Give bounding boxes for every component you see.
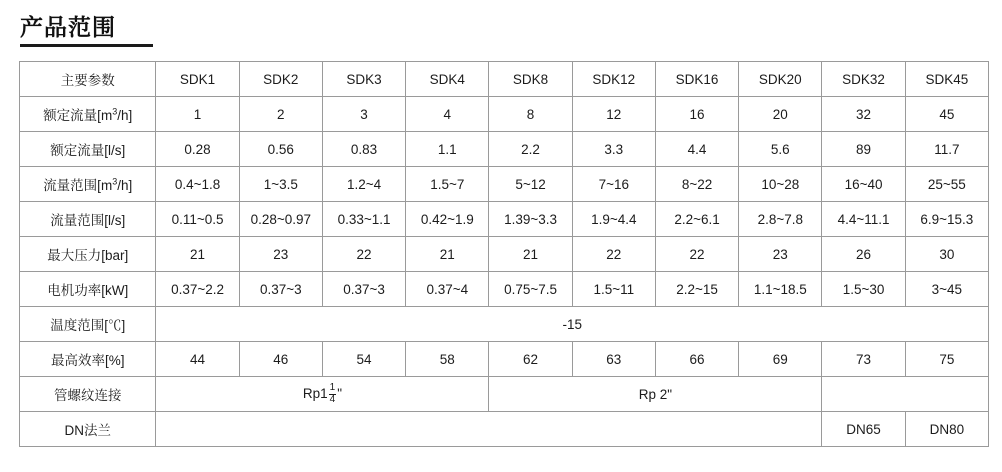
row-label-text-suffix: /h] [117,108,133,123]
cell-value: 2.8~7.8 [739,202,822,237]
cell-value: 0.28 [156,132,239,167]
table-row [20,167,989,202]
row-label-rated-flow-ls: 额定流量[l/s] [20,132,156,167]
table-header-label: 主要参数 [20,62,156,97]
cell-value: 5~12 [489,167,572,202]
cell-value: 23 [739,237,822,272]
table-row [20,237,989,272]
cell-value: 22 [322,237,405,272]
cell-value: 44 [156,342,239,377]
table-row [20,132,989,167]
cell-value: 1 [156,97,239,132]
cell-value: 12 [572,97,655,132]
cell-value: 1.9~4.4 [572,202,655,237]
thread-text-suffix: " [667,386,673,402]
thread-text-prefix: Rp1 [302,386,328,401]
column-header-sdk45: SDK45 [905,62,988,97]
row-label-max-efficiency: 最高效率[%] [20,342,156,377]
cell-value: 10~28 [739,167,822,202]
column-header-sdk32: SDK32 [822,62,905,97]
column-header-sdk20: SDK20 [739,62,822,97]
cell-value: 5.6 [739,132,822,167]
table-row-thread-connection [20,377,989,412]
cell-value: 0.75~7.5 [489,272,572,307]
row-label-text: 额定流量[m [43,108,113,123]
row-label-flow-range-m3h [20,167,156,202]
column-header-sdk8: SDK8 [489,62,572,97]
row-label-temperature-range: 温度范围[℃] [20,307,156,342]
cell-thread-rp2 [489,377,822,412]
cell-value: 0.28~0.97 [239,202,322,237]
cell-value: 0.37~3 [239,272,322,307]
cell-value: 30 [905,237,988,272]
page-title: 产品范围 [20,14,116,40]
cell-value: 3 [322,97,405,132]
cell-value: 73 [822,342,905,377]
column-header-sdk3: SDK3 [322,62,405,97]
cell-value: 3.3 [572,132,655,167]
cell-value: 21 [406,237,489,272]
title-underline [20,44,153,47]
cell-value: 8~22 [655,167,738,202]
cell-value: 0.42~1.9 [406,202,489,237]
cell-value: 2.2~15 [655,272,738,307]
cell-value: 25~55 [905,167,988,202]
cell-value: 58 [406,342,489,377]
table-header-row [20,62,989,97]
cell-value: 1.5~7 [406,167,489,202]
row-label-text-suffix: /h] [117,178,133,193]
row-label-superscript: 3 [112,176,118,187]
cell-value-merged-temperature: -15 [156,307,989,342]
cell-value: 22 [572,237,655,272]
cell-value: 0.37~3 [322,272,405,307]
cell-value: 75 [905,342,988,377]
fraction-one-quarter [329,383,337,405]
cell-value: 66 [655,342,738,377]
cell-value: 0.33~1.1 [322,202,405,237]
cell-value: 1.1 [406,132,489,167]
cell-value: 45 [905,97,988,132]
cell-value: 63 [572,342,655,377]
cell-value: 0.37~2.2 [156,272,239,307]
row-label-thread-connection: 管螺纹连接 [20,377,156,412]
row-label-rated-flow-m3h [20,97,156,132]
row-label-superscript: 3 [112,106,118,117]
column-header-sdk4: SDK4 [406,62,489,97]
cell-value: 54 [322,342,405,377]
cell-value-dn65: DN65 [822,412,905,447]
cell-value: 3~45 [905,272,988,307]
cell-value: 4 [406,97,489,132]
cell-value: 0.56 [239,132,322,167]
table-row [20,272,989,307]
thread-text-suffix: " [337,386,342,401]
column-header-sdk12: SDK12 [572,62,655,97]
cell-value: 0.83 [322,132,405,167]
cell-value: 16 [655,97,738,132]
thread-text-prefix: Rp 2 [638,386,668,402]
cell-value: 1.5~11 [572,272,655,307]
cell-value: 22 [655,237,738,272]
cell-value: 1.5~30 [822,272,905,307]
column-header-sdk16: SDK16 [655,62,738,97]
row-label-text: 流量范围[m [43,178,113,193]
cell-value-dn80: DN80 [905,412,988,447]
row-label-motor-power: 电机功率[kW] [20,272,156,307]
cell-value: 23 [239,237,322,272]
cell-value: 16~40 [822,167,905,202]
product-range-table [19,61,989,447]
cell-value: 7~16 [572,167,655,202]
cell-value: 62 [489,342,572,377]
table-row [20,202,989,237]
fraction-denominator: 4 [329,393,336,405]
cell-value: 2.2 [489,132,572,167]
cell-value: 11.7 [905,132,988,167]
row-label-flow-range-ls: 流量范围[l/s] [20,202,156,237]
table-row [20,342,989,377]
cell-value: 1~3.5 [239,167,322,202]
cell-value: 1.1~18.5 [739,272,822,307]
cell-value: 2.2~6.1 [655,202,738,237]
cell-value: 20 [739,97,822,132]
cell-value: 0.11~0.5 [156,202,239,237]
cell-value: 8 [489,97,572,132]
cell-value: 89 [822,132,905,167]
column-header-sdk1: SDK1 [156,62,239,97]
table-row [20,307,989,342]
cell-value: 32 [822,97,905,132]
table-row-dn-flange [20,412,989,447]
cell-flange-empty [156,412,822,447]
cell-value: 1.39~3.3 [489,202,572,237]
cell-value: 26 [822,237,905,272]
cell-value: 6.9~15.3 [905,202,988,237]
fraction-numerator: 1 [329,382,336,393]
cell-thread-rp1-1-4 [156,377,489,412]
row-label-dn-flange: DN法兰 [20,412,156,447]
cell-value: 2 [239,97,322,132]
cell-value: 21 [156,237,239,272]
cell-value: 4.4 [655,132,738,167]
table-row [20,97,989,132]
cell-value: 46 [239,342,322,377]
row-label-max-pressure: 最大压力[bar] [20,237,156,272]
cell-value: 69 [739,342,822,377]
cell-value: 0.4~1.8 [156,167,239,202]
cell-thread-empty [822,377,989,412]
cell-value: 1.2~4 [322,167,405,202]
column-header-sdk2: SDK2 [239,62,322,97]
cell-value: 21 [489,237,572,272]
cell-value: 0.37~4 [406,272,489,307]
cell-value: 4.4~11.1 [822,202,905,237]
